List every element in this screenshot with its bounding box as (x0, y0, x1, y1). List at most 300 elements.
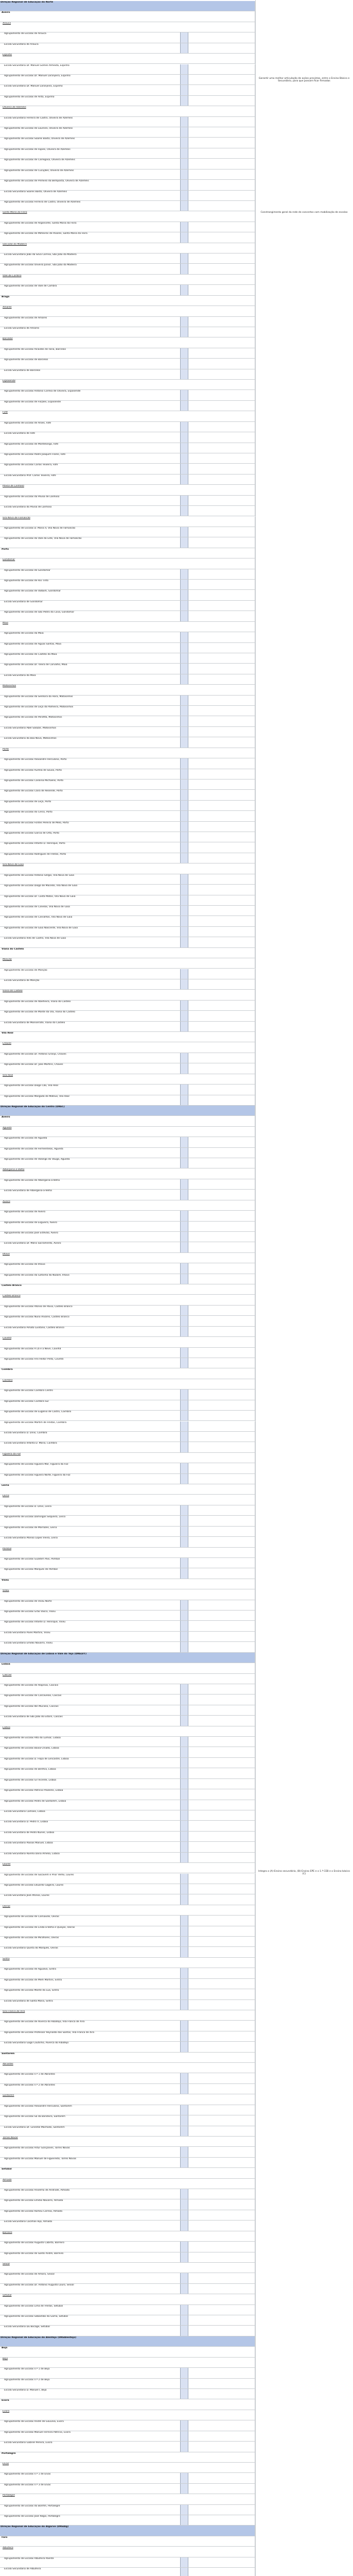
code-cell (180, 853, 188, 863)
empty-cell (188, 632, 255, 642)
school-label: Agrupamento de Escolas Monte da Lua, Sintra (4, 1989, 59, 1992)
empty-cell (188, 653, 255, 663)
empty-cell (188, 969, 255, 979)
empty-cell (188, 916, 255, 926)
school-row (0, 191, 255, 201)
school-row (0, 201, 255, 211)
empty-cell (188, 1842, 255, 1852)
concelho-row (0, 558, 255, 569)
school-row (0, 1242, 255, 1252)
empty-cell (188, 1084, 255, 1094)
code-cell (180, 537, 188, 547)
school-row (0, 1001, 255, 1011)
concelho-row (0, 1589, 255, 1600)
empty-cell (188, 2399, 255, 2409)
school-row (0, 1474, 255, 1484)
school-label: Agrupamento de Escolas Rodrigues de Freitas, Porto (4, 853, 66, 856)
school-row (0, 2021, 255, 2031)
school-label: Agrupamento de Escolas de Amora, Seixal (4, 2273, 55, 2276)
concelho-label: Leiria (3, 1495, 9, 1498)
concelho-row (0, 54, 255, 64)
region-header-row (0, 2526, 255, 2536)
district-row (0, 2536, 255, 2547)
district-row (0, 2053, 255, 2063)
empty-cell (188, 611, 255, 621)
school-row (0, 2431, 255, 2442)
empty-cell (188, 337, 255, 347)
school-label: Escola Secundária de Amares (4, 327, 40, 330)
school-row (0, 1158, 255, 1168)
concelho-label: Castelo Branco (3, 1295, 21, 1298)
school-row (0, 1432, 255, 1442)
code-cell (180, 527, 188, 537)
code-cell (180, 2368, 188, 2378)
school-label: Agrupamento de Escolas Garcia de Orta, Porto (4, 832, 60, 835)
empty-cell (188, 569, 255, 579)
code-cell (180, 1979, 188, 1989)
code-cell (180, 170, 188, 179)
school-row (0, 85, 255, 95)
school-label: Agrupamento de Escolas de Aveiro (4, 1211, 46, 1214)
concelho-label: Oliveira de Azeméis (3, 106, 26, 109)
school-label: Agrupamento de Escolas Coimbra Sul (4, 1400, 49, 1403)
empty-cell (188, 2105, 255, 2115)
empty-cell (188, 54, 255, 63)
school-row (0, 1810, 255, 1821)
code-cell (180, 1558, 188, 1568)
school-row (0, 1632, 255, 1642)
district-row (0, 2452, 255, 2463)
empty-cell (188, 2053, 255, 2062)
code-cell (180, 1400, 188, 1410)
school-label: Agrupamento de Escolas de Albergaria-a-Velha (4, 1179, 60, 1182)
empty-cell (188, 2294, 255, 2304)
empty-cell (188, 1295, 255, 1304)
empty-cell (188, 1001, 255, 1010)
school-row (0, 927, 255, 937)
empty-cell (188, 1095, 255, 1105)
district-row (0, 11, 255, 22)
code-cell (180, 127, 188, 137)
concelho-label: Barcelos (3, 337, 13, 341)
concelho-label: Portalegre (3, 2494, 15, 2497)
code-cell (180, 2484, 188, 2494)
concelho-label: Abrantes (3, 2063, 13, 2066)
empty-cell (188, 1148, 255, 1158)
empty-cell (188, 1768, 255, 1778)
empty-cell (188, 2505, 255, 2515)
code-cell (180, 969, 188, 979)
code-cell (180, 1800, 188, 1810)
code-cell (180, 653, 188, 663)
code-cell (180, 979, 188, 989)
empty-cell (188, 958, 255, 968)
empty-cell (188, 1937, 255, 1946)
empty-cell (188, 1694, 255, 1704)
empty-cell (188, 2031, 255, 2041)
school-label: Agrupamento de Escolas de Forjães, Esposende (4, 400, 61, 403)
concelho-row (0, 306, 255, 316)
district-label: Santarém (2, 2052, 15, 2055)
empty-cell (188, 1179, 255, 1189)
school-label: Agrupamento de Escolas Ferreira de Castro, Oliveira de Azeméis (4, 200, 81, 204)
empty-cell (188, 790, 255, 800)
school-row (0, 253, 255, 264)
school-label: Escola Secundária Ferreira de Castro, Oliveira de Azeméis (4, 116, 73, 120)
code-cell (180, 2000, 188, 2010)
school-label: Agrupamento de Escolas Dr. Vieira de Carvalho, Maia (4, 664, 67, 667)
school-label: Agrupamento de Escolas de Arões, Fafe (4, 421, 51, 425)
concelho-row (0, 1200, 255, 1211)
empty-cell (188, 180, 255, 190)
code-cell (180, 180, 188, 190)
code-cell (180, 832, 188, 842)
school-label: Agrupamento de Escolas da Gafanha da Nazaré, Ílhavo (4, 1274, 69, 1277)
school-label: Agrupamento de Escolas de Loureiro, Oliveira de Azeméis (4, 127, 73, 130)
concelho-label: Covilhã (3, 1337, 12, 1340)
code-cell (180, 506, 188, 516)
school-row (0, 1758, 255, 1768)
empty-cell (188, 1316, 255, 1326)
concelho-row (0, 243, 255, 253)
empty-cell (188, 2084, 255, 2094)
concelho-label: Elvas (3, 2462, 9, 2465)
concelho-label: Albergaria-a-Velha (3, 1168, 25, 1172)
code-cell (180, 1084, 188, 1094)
district-label: Aveiro (2, 11, 10, 14)
school-row (0, 422, 255, 432)
code-cell (180, 2431, 188, 2441)
empty-cell (188, 2168, 255, 2178)
empty-cell (188, 885, 255, 894)
school-label: Agrupamento de Escolas Sebastião da Gama, Setúbal (4, 2315, 68, 2318)
school-row (0, 2084, 255, 2094)
school-row (0, 43, 255, 54)
code-cell (180, 2021, 188, 2030)
school-row (0, 432, 255, 443)
code-cell (180, 874, 188, 884)
school-label: Agrupamento de Escolas Artur Gonçalves, Torres Novas (4, 2147, 70, 2150)
school-row (0, 1222, 255, 1232)
concelho-label: Arouca (3, 22, 11, 25)
empty-cell (188, 1705, 255, 1715)
empty-cell (188, 2115, 255, 2125)
concelho-label: Chaves (3, 1042, 11, 1045)
school-row (0, 895, 255, 906)
code-cell (180, 2326, 188, 2335)
empty-cell (188, 2000, 255, 2010)
school-label: Agrupamento de Escolas António Sérgio, Vila Nova de Gaia (4, 874, 75, 877)
empty-cell (188, 222, 255, 232)
empty-cell (188, 1979, 255, 1989)
school-label: Escola Secundária Afonso Lopes Vieira, Leiria (4, 1537, 58, 1540)
code-cell (180, 1095, 188, 1105)
school-label: Agrupamento de Escolas Nuno Álvares, Castelo Branco (4, 1316, 69, 1319)
empty-cell (188, 727, 255, 737)
concelho-row (0, 990, 255, 1000)
school-label: Agrupamento de Escolas Marquês de Pombal (4, 1568, 58, 1571)
empty-cell (188, 2420, 255, 2430)
school-label: Escola Secundária Gago Coutinho, Alverca do Ribatejo (4, 2042, 69, 2045)
concelho-label: Oeiras (3, 1905, 10, 1908)
school-row (0, 1389, 255, 1400)
empty-cell (188, 1327, 255, 1336)
school-row (0, 2252, 255, 2263)
school-label: Agrupamento de Escolas n.º 1 de Beja (4, 2368, 50, 2371)
school-label: Agrupamento de Escolas Patrício Prazeres, Lisboa (4, 1789, 63, 1792)
empty-cell (188, 1558, 255, 1568)
region-label: Direção Regional de Educação de Lisboa e Vale do Tejo (DRELVT) (1, 1652, 87, 1655)
concelho-label: Monção (3, 958, 12, 961)
school-row (0, 2031, 255, 2042)
code-cell (180, 1190, 188, 1199)
school-label: Agrupamento de Escolas n.º 3 de Elvas (4, 2483, 51, 2486)
empty-cell (188, 979, 255, 989)
school-row (0, 527, 255, 537)
school-label: Agrupamento de Escolas José Estêvão, Aveiro (4, 1231, 58, 1234)
empty-cell (188, 716, 255, 726)
school-row (0, 2505, 255, 2515)
concelho-label: Cascais (3, 1673, 12, 1676)
school-label: Escola Secundária de Pedro Nunes, Lisboa (4, 1831, 55, 1834)
school-row (0, 569, 255, 580)
code-cell (180, 601, 188, 611)
school-label: Agrupamento de Escolas Gil Vicente, Lisboa (4, 1778, 57, 1782)
school-row (0, 674, 255, 685)
concelho-row (0, 863, 255, 874)
school-row (0, 474, 255, 485)
empty-cell (188, 432, 255, 442)
school-label: Agrupamento de Escolas Sá da Bandeira, Santarém (4, 2115, 65, 2119)
school-row (0, 2315, 255, 2326)
empty-cell (188, 1022, 255, 1031)
concelho-row (0, 275, 255, 285)
code-cell (180, 85, 188, 95)
empty-cell (188, 1063, 255, 1073)
empty-cell (188, 1116, 255, 1126)
empty-cell (188, 1968, 255, 1978)
empty-cell (188, 548, 255, 558)
empty-cell (188, 1158, 255, 1168)
empty-cell (188, 1348, 255, 1358)
code-cell (180, 359, 188, 368)
empty-cell (188, 1894, 255, 1904)
code-cell (180, 1358, 188, 1368)
school-row (0, 1053, 255, 1063)
code-cell (180, 117, 188, 127)
concelho-row (0, 958, 255, 969)
empty-cell (188, 1958, 255, 1968)
district-row (0, 1663, 255, 1673)
school-label: Agrupamento de Escolas Gualdim Pais, Pombal (4, 1557, 60, 1561)
concelho-label: Aveiro (3, 1200, 10, 1203)
school-label: Escola Secundária de Monserrate, Viana do Castelo (4, 1021, 65, 1024)
empty-cell (188, 2221, 255, 2230)
code-cell (180, 443, 188, 453)
region-label: Direção Regional de Educação do Norte (1, 1, 54, 4)
school-label: Agrupamento de Escolas de Amares (4, 316, 47, 319)
empty-cell (188, 64, 255, 74)
empty-cell (188, 696, 255, 705)
empty-cell (188, 1537, 255, 1547)
concelho-row (0, 748, 255, 758)
empty-cell (188, 580, 255, 589)
school-label: Agrupamento de Escolas de Montelongo, Fafe (4, 443, 59, 446)
concelho-label: Póvoa de Lanhoso (3, 485, 24, 488)
school-row (0, 180, 255, 190)
school-row (0, 590, 255, 600)
empty-cell (188, 895, 255, 905)
empty-cell (188, 411, 255, 421)
district-label: Coimbra (2, 1368, 13, 1371)
code-cell (180, 1053, 188, 1063)
school-row (0, 696, 255, 706)
school-label: Escola Secundária Abel Salazar, Matosinhos (4, 726, 57, 730)
empty-cell (188, 11, 255, 21)
empty-cell (188, 159, 255, 168)
school-row (0, 1327, 255, 1337)
school-label: Agrupamento de Escolas A Lã e a Neve, Covilhã (4, 1347, 61, 1350)
school-row (0, 916, 255, 926)
school-label: Agrupamento de Escolas de Ílhavo (4, 1263, 45, 1266)
empty-cell (188, 601, 255, 611)
school-row (0, 2515, 255, 2526)
school-row (0, 1463, 255, 1473)
concelho-label: Sintra (3, 1957, 10, 1960)
district-row (0, 1484, 255, 1495)
school-label: Escola Secundária Soares Basto, Oliveira de Azeméis (4, 190, 67, 193)
code-cell (180, 96, 188, 106)
school-row (0, 1411, 255, 1421)
school-row (0, 1516, 255, 1526)
school-label: Agrupamento de Escolas de Leça, Porto (4, 800, 51, 803)
school-row (0, 832, 255, 842)
district-row (0, 1284, 255, 1295)
code-cell (180, 822, 188, 832)
code-cell (180, 432, 188, 442)
code-cell (180, 664, 188, 673)
code-cell (180, 1684, 188, 1694)
school-label: Agrupamento de Escolas da Maia (4, 632, 44, 635)
school-row (0, 2326, 255, 2336)
empty-cell (188, 1453, 255, 1463)
empty-cell (188, 1611, 255, 1620)
school-row (0, 1800, 255, 1810)
school-row (0, 1568, 255, 1579)
school-row (0, 506, 255, 516)
empty-cell (188, 1, 255, 11)
concelho-row (0, 517, 255, 527)
school-label: Agrupamento de Escolas de Gaia Nascente, Vila Nova de Gaia (4, 926, 78, 929)
empty-cell (188, 517, 255, 527)
school-row (0, 853, 255, 863)
code-cell (180, 1516, 188, 1526)
code-cell (180, 1758, 188, 1768)
school-row (0, 2242, 255, 2252)
code-cell (180, 1779, 188, 1789)
empty-cell (188, 2452, 255, 2462)
code-cell (180, 232, 188, 242)
school-row (0, 537, 255, 548)
school-label: Agrupamento de Escolas n.º 2 de Abrantes (4, 2083, 55, 2087)
school-row (0, 2189, 255, 2199)
empty-cell (188, 1589, 255, 1599)
district-row (0, 2399, 255, 2410)
school-row (0, 1779, 255, 1789)
empty-cell (188, 127, 255, 137)
empty-cell (188, 1358, 255, 1368)
concelho-label: Lisboa (3, 1726, 10, 1729)
school-row (0, 2473, 255, 2483)
school-label: Escola Secundária de Gondomar (4, 600, 43, 603)
empty-cell (188, 2231, 255, 2241)
empty-cell (188, 1747, 255, 1757)
school-label: Agrupamento de Escolas de Rio Tinto (4, 580, 49, 583)
code-cell (180, 2147, 188, 2157)
school-label: Agrupamento de Escolas Alexandre Herculano, Porto (4, 758, 67, 761)
school-label: Agrupamento de Escolas de São Pedro da Cova, Gondomar (4, 611, 75, 614)
concelho-label: Beja (3, 2357, 8, 2360)
school-row (0, 1968, 255, 1978)
school-row (0, 2273, 255, 2283)
school-row (0, 906, 255, 916)
code-cell (180, 1947, 188, 1957)
code-cell (180, 716, 188, 726)
empty-cell (188, 590, 255, 600)
school-label: Agrupamento de Escolas Soares Basto, Oliveira de Azeméis (4, 138, 75, 141)
empty-cell (188, 1137, 255, 1147)
empty-cell (188, 201, 255, 211)
school-row (0, 2389, 255, 2399)
code-cell (180, 1821, 188, 1831)
empty-cell (188, 1274, 255, 1284)
empty-cell (188, 2273, 255, 2283)
empty-cell (188, 990, 255, 999)
empty-cell (188, 264, 255, 274)
code-cell (180, 1316, 188, 1326)
empty-cell (188, 138, 255, 147)
code-cell (180, 1222, 188, 1231)
school-row (0, 1694, 255, 1705)
code-cell (180, 390, 188, 400)
school-label: Escola Secundária Dr. Manuel Laranjeira, Espinho (4, 85, 63, 88)
school-row (0, 937, 255, 947)
school-label: Agrupamento de Escolas Diogo Cão, Vila Real (4, 1084, 58, 1088)
district-row (0, 1368, 255, 1379)
school-row (0, 801, 255, 811)
empty-cell (188, 1874, 255, 1884)
empty-cell (188, 2463, 255, 2472)
empty-cell (188, 1600, 255, 1610)
empty-cell (188, 1821, 255, 1831)
school-row (0, 969, 255, 979)
school-row (0, 1306, 255, 1316)
code-cell (180, 674, 188, 684)
side-note: Garantir uma melhor articulação de ações previstas, entre o Ensino Básico e Secundário, para que possam ficar firmadas (258, 77, 350, 83)
empty-cell (188, 390, 255, 400)
school-row (0, 1022, 255, 1032)
school-row (0, 1926, 255, 1937)
empty-cell (188, 1400, 255, 1410)
school-label: Agrupamento de Escolas de Alapraia, Cascais (4, 1684, 59, 1687)
empty-cell (188, 2263, 255, 2273)
school-row (0, 1832, 255, 1842)
empty-cell (188, 1779, 255, 1789)
school-label: Agrupamento de Escolas José Régio, Portalegre (4, 2515, 60, 2518)
school-row (0, 1821, 255, 1831)
empty-cell (188, 948, 255, 958)
empty-cell (188, 296, 255, 306)
